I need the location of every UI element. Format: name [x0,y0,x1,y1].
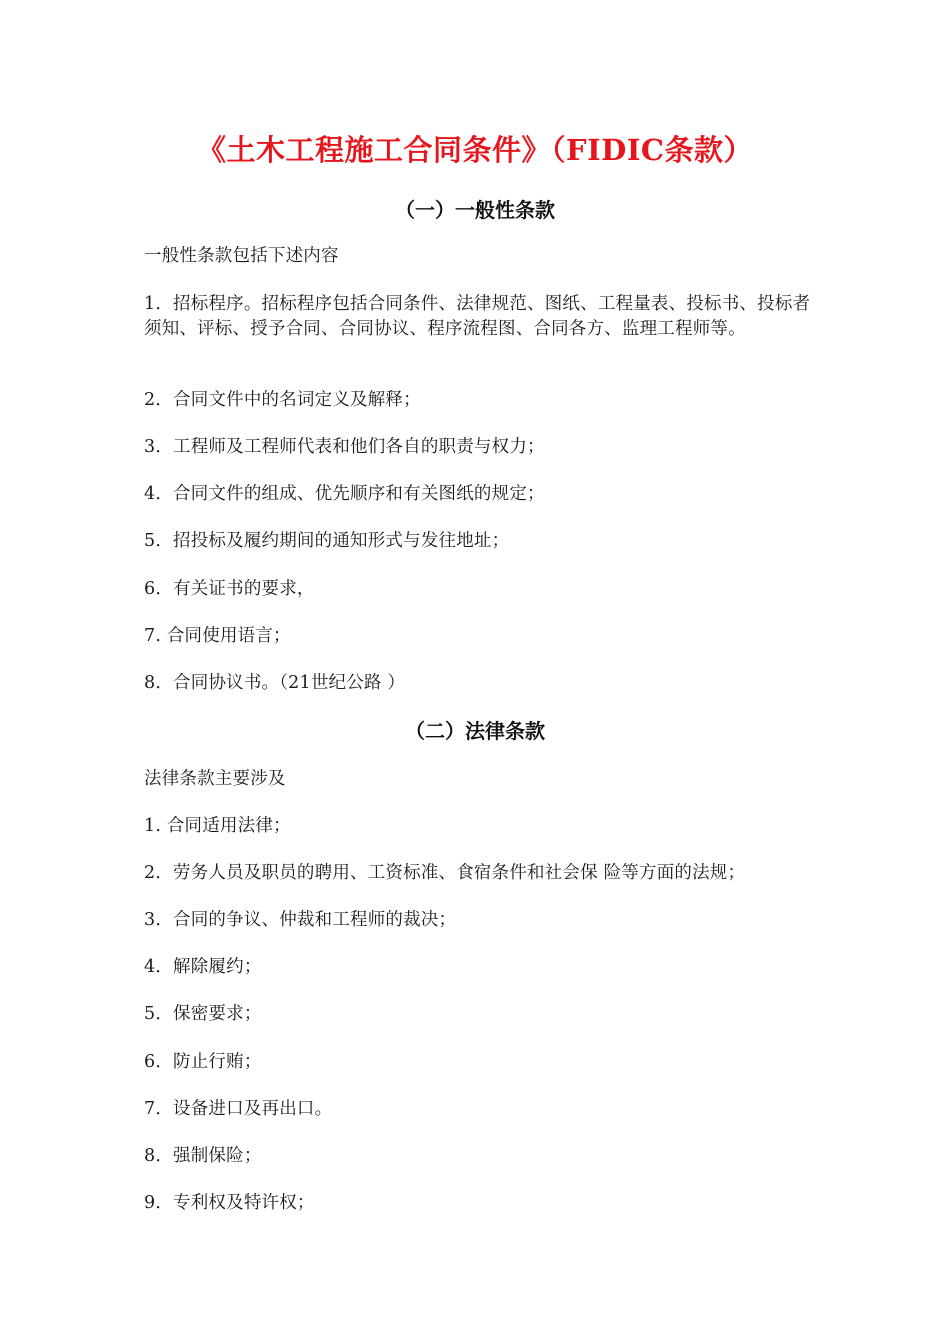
list-item: 1. 合同适用法律； [144,816,291,836]
list-item: 8．合同协议书。（21世纪公路 ） [144,673,406,693]
section-intro-general: 一般性条款包括下述内容 [144,246,339,266]
list-item: 7．设备进口及再出口。 [144,1099,333,1119]
document-title: 《土木工程施工合同条件》（FIDIC条款） [197,133,753,167]
list-item: 6．有关证书的要求， [144,579,315,599]
list-item: 1．招标程序。招标程序包括合同条件、法律规范、图纸、工程量表、投标书、投标者须知、评标、授予合同、合同协议、程序流程图、合同各方、监理工程师等。 [144,294,811,339]
section-heading-legal: （二）法律条款 [405,719,545,743]
section-intro-legal: 法律条款主要涉及 [144,769,286,789]
section-heading-general: （一）一般性条款 [395,198,555,222]
list-item: 2．劳务人员及职员的聘用、工资标准、食宿条件和社会保 险等方面的法规； [144,863,746,883]
list-item: 9．专利权及特许权； [144,1193,315,1213]
list-item: 3．工程师及工程师代表和他们各自的职责与权力； [144,437,545,457]
list-item: 4．合同文件的组成、优先顺序和有关图纸的规定； [144,484,545,504]
list-item: 6．防止行贿； [144,1052,262,1072]
list-item: 4．解除履约； [144,957,262,977]
list-item: 3．合同的争议、仲裁和工程师的裁决； [144,910,457,930]
list-item: 5．招投标及履约期间的通知形式与发往地址； [144,531,510,551]
list-item: 7. 合同使用语言； [144,626,291,646]
list-item: 8．强制保险； [144,1146,262,1166]
list-item: 2．合同文件中的名词定义及解释； [144,390,421,410]
list-item: 5．保密要求； [144,1004,262,1024]
